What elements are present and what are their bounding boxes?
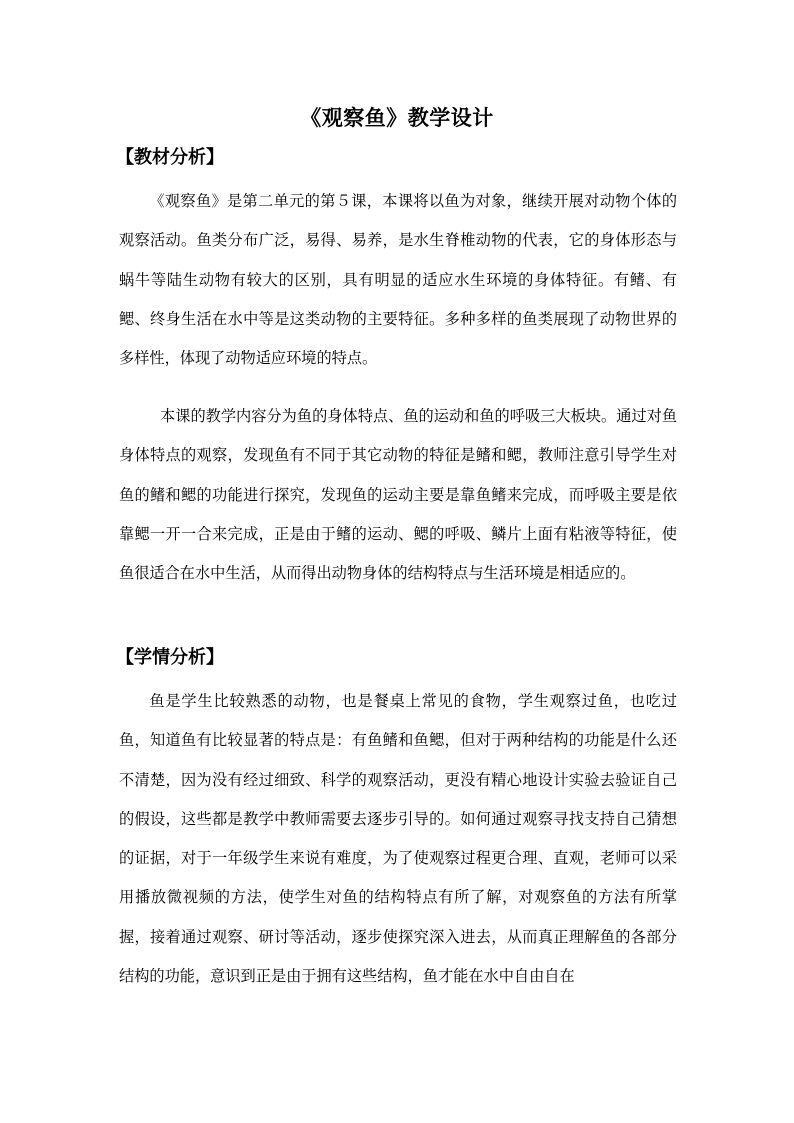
document-title: 《观察鱼》教学设计 [300, 105, 494, 130]
paragraph-textbook-analysis-1: 《观察鱼》是第二单元的第５课，本课将以鱼为对象，继续开展对动物个体的观察活动。鱼类分布广泛，易得、易养，是水生脊椎动物的代表，它的身体形态与蜗牛等陆生动物有较大的区别，具有明显的适应水生环境的身体特征。有鳍、有鳃、终身生活在水中等是这类动物的主要特征。多种多样的鱼类展现了动物世界的多样性，体现了动物适应环境的特点。 [119, 192, 677, 368]
section-heading-student-analysis: 【学情分析】 [116, 647, 224, 668]
paragraph-student-analysis-1: 鱼是学生比较熟悉的动物，也是餐桌上常见的食物，学生观察过鱼，也吃过鱼，知道鱼有比较显著的特点是：有鱼鳍和鱼鳃，但对于两种结构的功能是什么还不清楚，因为没有经过细致、科学的观察活动，更没有精心地设计实验去验证自己的假设，这些都是教学中教师需要去逐步引导的。如何通过观察寻找支持自己猜想的证据，对于一年级学生来说有难度，为了使观察过程更合理、直观，老师可以采用播放微视频的方法，使学生对鱼的结构特点有所了解，对观察鱼的方法有所掌握，接着通过观察、研讨等活动，逐步使探究深入进去，从而真正理解鱼的各部分结构的功能，意识到正是由于拥有这些结构，鱼才能在水中自由自在 [119, 692, 677, 986]
section-heading-textbook-analysis: 【教材分析】 [116, 147, 224, 168]
paragraph-textbook-analysis-2: 本课的教学内容分为鱼的身体特点、鱼的运动和鱼的呼吸三大板块。通过对鱼身体特点的观察，发现鱼有不同于其它动物的特征是鳍和鳃，教师注意引导学生对鱼的鳍和鳃的功能进行探究，发现鱼的运动主要是靠鱼鳍来完成，而呼吸主要是依靠鳃一开一合来完成，正是由于鳍的运动、鳃的呼吸、鳞片上面有粘液等特征，使鱼很适合在水中生活，从而得出动物身体的结构特点与生活环境是相适应的。 [119, 407, 677, 583]
